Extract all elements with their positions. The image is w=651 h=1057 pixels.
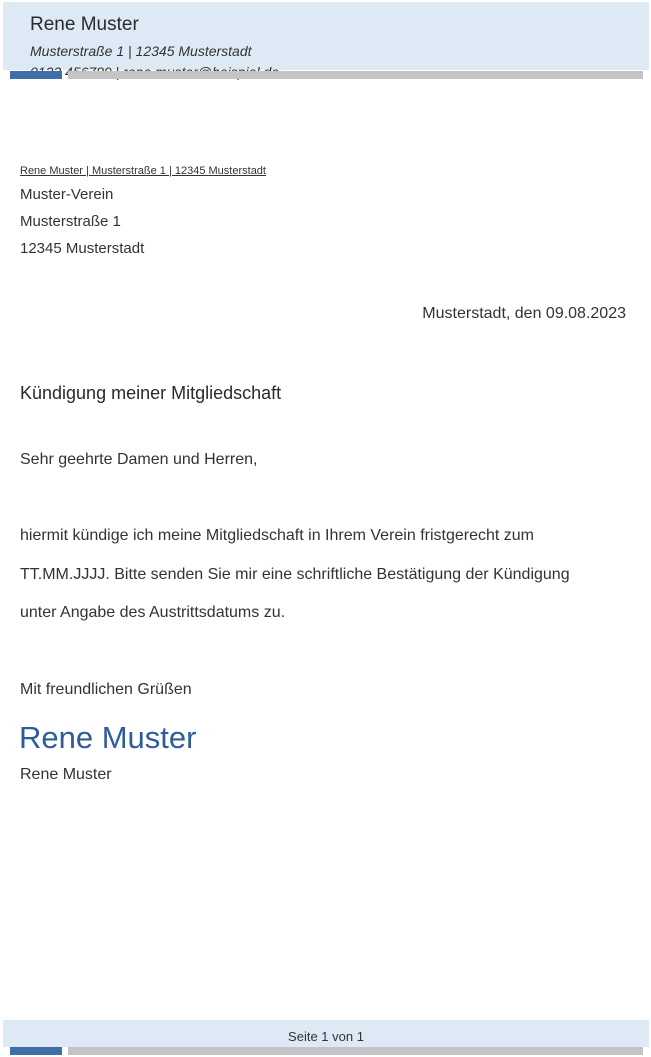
letter-body-line: hiermit kündige ich meine Mitgliedschaft in Ihrem Verein fristgerecht zum (20, 527, 534, 544)
recipient-street: Musterstraße 1 (20, 213, 121, 230)
recipient-city: 12345 Musterstadt (20, 240, 145, 257)
letterhead (3, 2, 649, 70)
page-footer (3, 1020, 649, 1047)
letter-body-line: TT.MM.JJJJ. Bitte senden Sie mir eine schriftliche Bestätigung der Kündigung (20, 566, 570, 583)
letterhead-address: Musterstraße 1 | 12345 Musterstadt (30, 43, 252, 59)
letter-salutation: Sehr geehrte Damen und Herren, (20, 451, 258, 468)
page-number: Seite 1 von 1 (288, 1029, 364, 1044)
letter-subject: Kündigung meiner Mitgliedschaft (20, 383, 282, 403)
footer-accent-bar (10, 1047, 62, 1055)
sender-return-line: Rene Muster | Musterstraße 1 | 12345 Musterstadt (20, 165, 266, 177)
signer-name: Rene Muster (20, 766, 112, 783)
letterhead-accent-bar (10, 71, 62, 79)
recipient-name: Muster-Verein (20, 186, 114, 203)
letterhead-name: Rene Muster (30, 14, 139, 35)
footer-divider-bar (68, 1047, 643, 1055)
signature: Rene Muster (19, 720, 197, 755)
letter-closing: Mit freundlichen Grüßen (20, 681, 192, 698)
letter-date: Musterstadt, den 09.08.2023 (422, 305, 626, 322)
letterhead-divider-bar (68, 71, 643, 79)
letter-body-line: unter Angabe des Austrittsdatums zu. (20, 604, 286, 621)
